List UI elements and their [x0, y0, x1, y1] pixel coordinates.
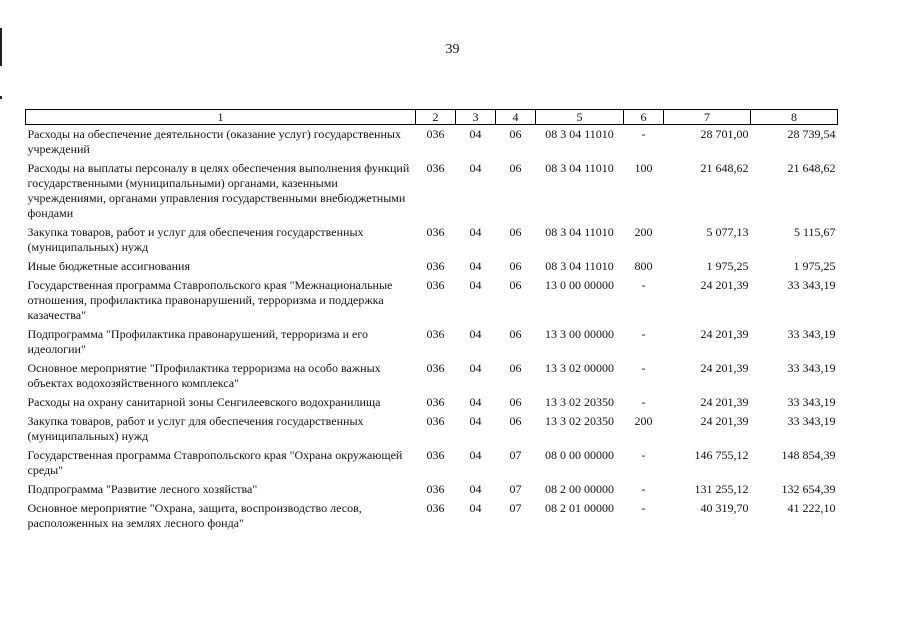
- row-amount-year-2: 33 343,19: [787, 278, 836, 292]
- row-amount-year-1: 5 077,13: [706, 225, 749, 239]
- row-name: Закупка товаров, работ и услуг для обеспечения государственных (муниципальных) нужд: [27, 414, 364, 443]
- row-code-section: 04: [469, 448, 482, 462]
- row-name: Иные бюджетные ассигнования: [27, 259, 190, 273]
- table-row: [26, 223, 838, 257]
- row-code-target: 13 3 00 00000: [545, 327, 614, 341]
- row-amount-year-1: 24 201,39: [700, 278, 749, 292]
- header-col-6: 6: [624, 110, 664, 125]
- row-code-target: 08 3 04 11010: [545, 127, 614, 141]
- header-row: [26, 110, 838, 125]
- table-header: [26, 110, 838, 125]
- row-code-target: 13 3 02 20350: [545, 395, 614, 409]
- row-code-subsection: 06: [509, 361, 522, 375]
- row-name: Подпрограмма "Развитие лесного хозяйства": [27, 482, 258, 496]
- row-code-subsection: 06: [509, 127, 522, 141]
- header-col-2: 2: [416, 110, 456, 125]
- scan-margin-mark-bottom: [0, 96, 2, 99]
- row-amount-year-2: 28 739,54: [787, 127, 836, 141]
- row-code-target: 08 3 04 11010: [545, 161, 614, 175]
- row-code-section: 04: [469, 278, 482, 292]
- row-code-target: 08 0 00 00000: [545, 448, 614, 462]
- row-amount-year-2: 33 343,19: [787, 361, 836, 375]
- table-row: [26, 257, 838, 276]
- row-code-ministry: 036: [426, 327, 445, 341]
- row-code-expense-type: -: [641, 501, 646, 515]
- row-code-expense-type: 200: [634, 414, 653, 428]
- table-row: [26, 359, 838, 393]
- row-amount-year-2: 132 654,39: [781, 482, 836, 496]
- header-col-7: 7: [664, 110, 751, 125]
- row-code-expense-type: 100: [634, 161, 653, 175]
- row-code-subsection: 06: [509, 225, 522, 239]
- row-name: Расходы на выплаты персоналу в целях обеспечения выполнения функций государственными (муниципальными) органами, казенными учреждениями, органами управления государственными внебюджетными фондами: [27, 161, 410, 220]
- table-row: [26, 325, 838, 359]
- row-amount-year-2: 33 343,19: [787, 395, 836, 409]
- row-amount-year-2: 1 975,25: [793, 259, 836, 273]
- row-code-section: 04: [469, 501, 482, 515]
- row-code-section: 04: [469, 161, 482, 175]
- row-code-ministry: 036: [426, 395, 445, 409]
- row-amount-year-2: 41 222,10: [787, 501, 836, 515]
- row-code-expense-type: -: [641, 127, 646, 141]
- row-code-subsection: 06: [509, 395, 522, 409]
- row-code-expense-type: 200: [634, 225, 653, 239]
- row-code-expense-type: -: [641, 482, 646, 496]
- row-code-ministry: 036: [426, 259, 445, 273]
- row-amount-year-2: 21 648,62: [787, 161, 836, 175]
- row-amount-year-1: 1 975,25: [706, 259, 749, 273]
- row-code-subsection: 06: [509, 259, 522, 273]
- row-code-ministry: 036: [426, 361, 445, 375]
- table-row: [26, 393, 838, 412]
- row-code-ministry: 036: [426, 448, 445, 462]
- table-row: [26, 276, 838, 325]
- row-code-expense-type: -: [641, 395, 646, 409]
- row-code-subsection: 06: [509, 414, 522, 428]
- row-amount-year-2: 148 854,39: [781, 448, 836, 462]
- header-col-3: 3: [456, 110, 496, 125]
- row-code-ministry: 036: [426, 127, 445, 141]
- row-code-section: 04: [469, 395, 482, 409]
- row-amount-year-1: 21 648,62: [700, 161, 749, 175]
- row-code-ministry: 036: [426, 414, 445, 428]
- row-code-section: 04: [469, 127, 482, 141]
- row-code-target: 13 3 02 20350: [545, 414, 614, 428]
- header-col-8: 8: [751, 110, 838, 125]
- header-col-5: 5: [536, 110, 624, 125]
- row-code-section: 04: [469, 259, 482, 273]
- row-amount-year-2: 33 343,19: [787, 414, 836, 428]
- row-amount-year-2: 5 115,67: [793, 225, 836, 239]
- row-code-section: 04: [469, 361, 482, 375]
- row-code-subsection: 06: [509, 278, 522, 292]
- row-code-subsection: 06: [509, 327, 522, 341]
- table-row: [26, 125, 838, 160]
- row-name: Расходы на охрану санитарной зоны Сенгилеевского водохранилища: [27, 395, 381, 409]
- table-row: [26, 480, 838, 499]
- row-code-expense-type: -: [641, 361, 646, 375]
- row-code-subsection: 07: [509, 482, 522, 496]
- header-col-1: 1: [26, 110, 416, 125]
- row-amount-year-1: 24 201,39: [700, 395, 749, 409]
- row-code-section: 04: [469, 414, 482, 428]
- row-name: Подпрограмма "Профилактика правонарушений, терроризма и его идеологии": [27, 327, 368, 356]
- row-code-subsection: 07: [509, 448, 522, 462]
- row-code-expense-type: 800: [634, 259, 653, 273]
- table-row: [26, 499, 838, 533]
- row-code-target: 13 0 00 00000: [545, 278, 614, 292]
- row-name: Основное мероприятие "Охрана, защита, воспроизводство лесов, расположенных на землях лесного фонда": [27, 501, 362, 530]
- row-amount-year-1: 24 201,39: [700, 414, 749, 428]
- table-row: [26, 412, 838, 446]
- row-code-subsection: 07: [509, 501, 522, 515]
- row-code-subsection: 06: [509, 161, 522, 175]
- table-row: [26, 446, 838, 480]
- row-amount-year-1: 40 319,70: [700, 501, 749, 515]
- table-row: [26, 159, 838, 223]
- header-col-4: 4: [496, 110, 536, 125]
- row-code-expense-type: -: [641, 448, 646, 462]
- row-amount-year-1: 131 255,12: [694, 482, 749, 496]
- row-amount-year-1: 146 755,12: [694, 448, 749, 462]
- row-amount-year-1: 28 701,00: [700, 127, 749, 141]
- row-name: Основное мероприятие "Профилактика терроризма на особо важных объектах водохозяйственного комплекса": [27, 361, 381, 390]
- row-name: Государственная программа Ставропольского края "Межнациональные отношения, профилактика правонарушений, терроризма и поддержка казачества": [27, 278, 393, 322]
- row-name: Закупка товаров, работ и услуг для обеспечения государственных (муниципальных) нужд: [27, 225, 364, 254]
- row-amount-year-1: 24 201,39: [700, 327, 749, 341]
- row-name: Расходы на обеспечение деятельности (оказание услуг) государственных учреждений: [27, 127, 401, 156]
- table-body: [26, 125, 838, 534]
- row-code-ministry: 036: [426, 482, 445, 496]
- row-amount-year-1: 24 201,39: [700, 361, 749, 375]
- row-code-ministry: 036: [426, 278, 445, 292]
- row-code-target: 08 2 01 00000: [545, 501, 614, 515]
- page-number: 39: [445, 42, 460, 57]
- budget-table: [25, 109, 838, 533]
- row-code-expense-type: -: [641, 278, 646, 292]
- row-code-ministry: 036: [426, 161, 445, 175]
- row-amount-year-2: 33 343,19: [787, 327, 836, 341]
- row-code-target: 08 3 04 11010: [545, 225, 614, 239]
- row-code-ministry: 036: [426, 501, 445, 515]
- row-code-target: 13 3 02 00000: [545, 361, 614, 375]
- row-code-target: 08 2 00 00000: [545, 482, 614, 496]
- row-code-section: 04: [469, 225, 482, 239]
- row-code-target: 08 3 04 11010: [545, 259, 614, 273]
- row-code-expense-type: -: [641, 327, 646, 341]
- row-code-section: 04: [469, 327, 482, 341]
- row-code-section: 04: [469, 482, 482, 496]
- row-name: Государственная программа Ставропольского края "Охрана окружающей среды": [27, 448, 403, 477]
- row-code-ministry: 036: [426, 225, 445, 239]
